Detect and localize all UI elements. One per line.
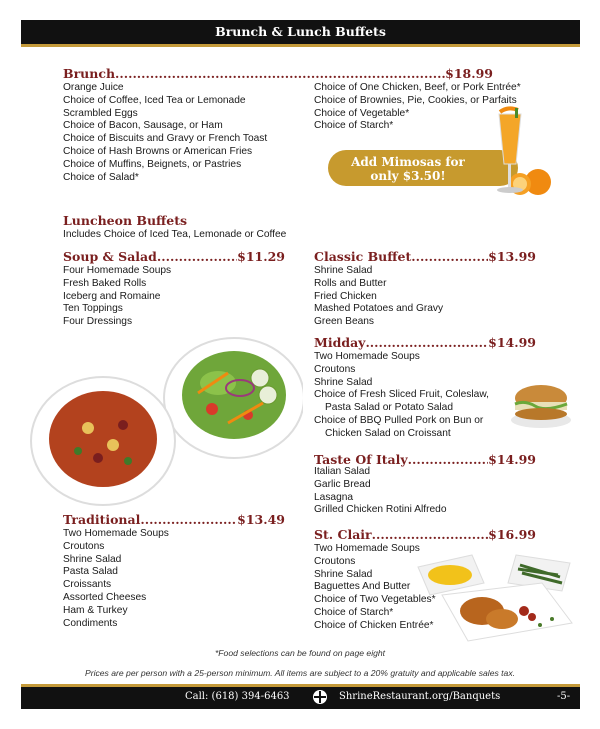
list-item: Fresh Baked Rolls	[63, 277, 147, 289]
list-item: Shrine Salad	[314, 376, 373, 388]
italy-heading	[314, 452, 536, 467]
list-item: Lasagna	[314, 491, 354, 503]
list-item: Choice of Starch*	[314, 606, 394, 618]
chicken-dinner-photo	[412, 545, 580, 645]
list-item: Two Homemade Soups	[314, 543, 420, 554]
traditional-heading	[63, 512, 285, 527]
stclair-title: St. Clair	[314, 527, 372, 542]
luncheon-title: Luncheon Buffets	[63, 213, 188, 228]
traditional-list	[63, 528, 169, 630]
list-item: Four Dressings	[63, 316, 133, 328]
list-item: Mashed Potatoes and Gravy	[314, 303, 444, 315]
traditional-title: Traditional	[63, 512, 141, 527]
list-item: Croutons	[63, 540, 105, 552]
brunch-list-left	[63, 82, 267, 184]
page-number: -5-	[557, 691, 571, 702]
list-item: Choice of Salad*	[63, 171, 139, 183]
sandwich-icon	[511, 385, 571, 428]
list-item: Choice of Vegetable*	[314, 107, 410, 119]
traditional-price: $13.49	[237, 512, 285, 527]
stclair-price: $16.99	[488, 527, 536, 542]
list-item: Croutons	[314, 555, 356, 567]
corn-dish-icon	[418, 555, 484, 595]
list-item: Assorted Cheeses	[63, 591, 147, 603]
list-item: Baguettes And Butter	[314, 581, 411, 593]
list-item: Choice of Two Vegetables*	[314, 594, 436, 606]
footer-website[interactable]: ShrineRestaurant.org/Banquets	[339, 691, 501, 702]
list-item: Choice of BBQ Pulled Pork on Bun or	[314, 414, 484, 426]
soup-bowl-icon	[31, 377, 175, 505]
luncheon-subtitle: Includes Choice of Iced Tea, Lemonade or Coffee	[63, 229, 287, 240]
list-item: Two Homemade Soups	[63, 528, 169, 539]
food-selection-note: *Food selections can be found on page eight	[214, 648, 386, 658]
list-item: Choice of Starch*	[314, 120, 394, 132]
soup-salad-title: Soup & Salad	[63, 249, 157, 264]
footer-phone: Call: (618) 394-6463	[185, 691, 290, 702]
leader-dots	[372, 527, 489, 542]
leader-dots	[411, 249, 488, 264]
midday-heading	[314, 335, 536, 350]
list-item: Iceberg and Romaine	[63, 290, 161, 302]
list-item: Pasta Salad	[63, 566, 118, 578]
classic-heading	[314, 249, 536, 264]
brunch-price: $18.99	[445, 66, 493, 81]
list-item: Choice of Fresh Sliced Fruit, Coleslaw,	[314, 389, 489, 401]
soup-salad-price: $11.29	[237, 249, 285, 264]
mimosa-line-1: Add Mimosas for	[351, 155, 465, 169]
classic-price: $13.99	[488, 249, 536, 264]
page-title: Brunch & Lunch Buffets	[215, 24, 386, 39]
list-item: Garlic Bread	[314, 478, 371, 490]
brunch-title: Brunch	[63, 66, 116, 81]
salad-plate-icon	[164, 338, 303, 458]
list-item: Croutons	[314, 363, 356, 375]
leader-dots	[140, 512, 237, 527]
list-item: Choice of One Chicken, Beef, or Pork Entrée*	[314, 82, 521, 93]
soup-salad-photo	[28, 333, 303, 508]
list-item: Ten Toppings	[63, 303, 123, 315]
midday-list	[314, 351, 489, 441]
list-item: Fried Chicken	[314, 290, 377, 302]
list-item: Croissants	[63, 579, 112, 591]
sandwich-photo	[505, 380, 577, 432]
list-item: Condiments	[63, 617, 118, 629]
list-item: Choice of Biscuits and Gravy or French Toast	[63, 133, 268, 145]
list-item: Pasta Salad or Potato Salad	[325, 402, 453, 414]
footer-bar	[21, 687, 580, 709]
list-item: Scrambled Eggs	[63, 107, 138, 119]
leader-dots	[365, 335, 488, 350]
brunch-heading	[63, 66, 493, 81]
list-item: Choice of Bacon, Sausage, or Ham	[63, 120, 223, 132]
list-item: Four Homemade Soups	[63, 265, 172, 276]
footer-gold-rule	[21, 684, 580, 687]
mimosa-photo	[420, 106, 580, 198]
list-item: Italian Salad	[314, 466, 371, 477]
cross-logo-icon	[313, 690, 327, 704]
soup-salad-list	[63, 265, 171, 329]
list-item: Choice of Hash Browns or American Fries	[63, 145, 253, 157]
list-item: Choice of Muffins, Beignets, or Pastries	[63, 158, 242, 170]
italy-title: Taste Of Italy	[314, 452, 408, 467]
leader-dots	[157, 249, 237, 264]
list-item: Choice of Brownies, Pie, Cookies, or Parfaits	[314, 94, 517, 106]
stclair-heading	[314, 527, 536, 542]
list-item: Shrine Salad	[314, 568, 373, 580]
list-item: Green Beans	[314, 316, 375, 328]
chicken-plate-icon	[442, 583, 572, 641]
list-item: Shrine Salad	[63, 553, 122, 565]
list-item: Orange Juice	[63, 82, 124, 93]
classic-title: Classic Buffet	[314, 249, 412, 264]
midday-price: $14.99	[488, 335, 536, 350]
mimosa-line-2: only $3.50!	[370, 169, 446, 183]
list-item: Ham & Turkey	[63, 604, 128, 616]
leader-dots	[115, 66, 445, 81]
leader-dots	[408, 452, 488, 467]
header-bar	[21, 20, 580, 44]
italy-price: $14.99	[488, 452, 536, 467]
pricing-note: Prices are per person with a 25-person minimum. All items are subject to a 20% gratuity and applicable sales tax.	[84, 668, 516, 678]
list-item: Choice of Coffee, Iced Tea or Lemonade	[63, 94, 246, 106]
italy-list	[314, 466, 447, 517]
list-item: Rolls and Butter	[314, 277, 387, 289]
list-item: Grilled Chicken Rotini Alfredo	[314, 504, 447, 516]
luncheon-subtitle-wrap	[63, 229, 286, 242]
header-gold-rule	[21, 44, 580, 47]
midday-title: Midday	[314, 335, 366, 350]
classic-list	[314, 265, 443, 329]
list-item: Chicken Salad on Croissant	[325, 427, 451, 439]
list-item: Two Homemade Soups	[314, 351, 420, 362]
soup-salad-heading	[63, 249, 285, 264]
list-item: Shrine Salad	[314, 265, 373, 276]
luncheon-heading	[63, 213, 187, 228]
list-item: Choice of Chicken Entrée*	[314, 619, 434, 631]
